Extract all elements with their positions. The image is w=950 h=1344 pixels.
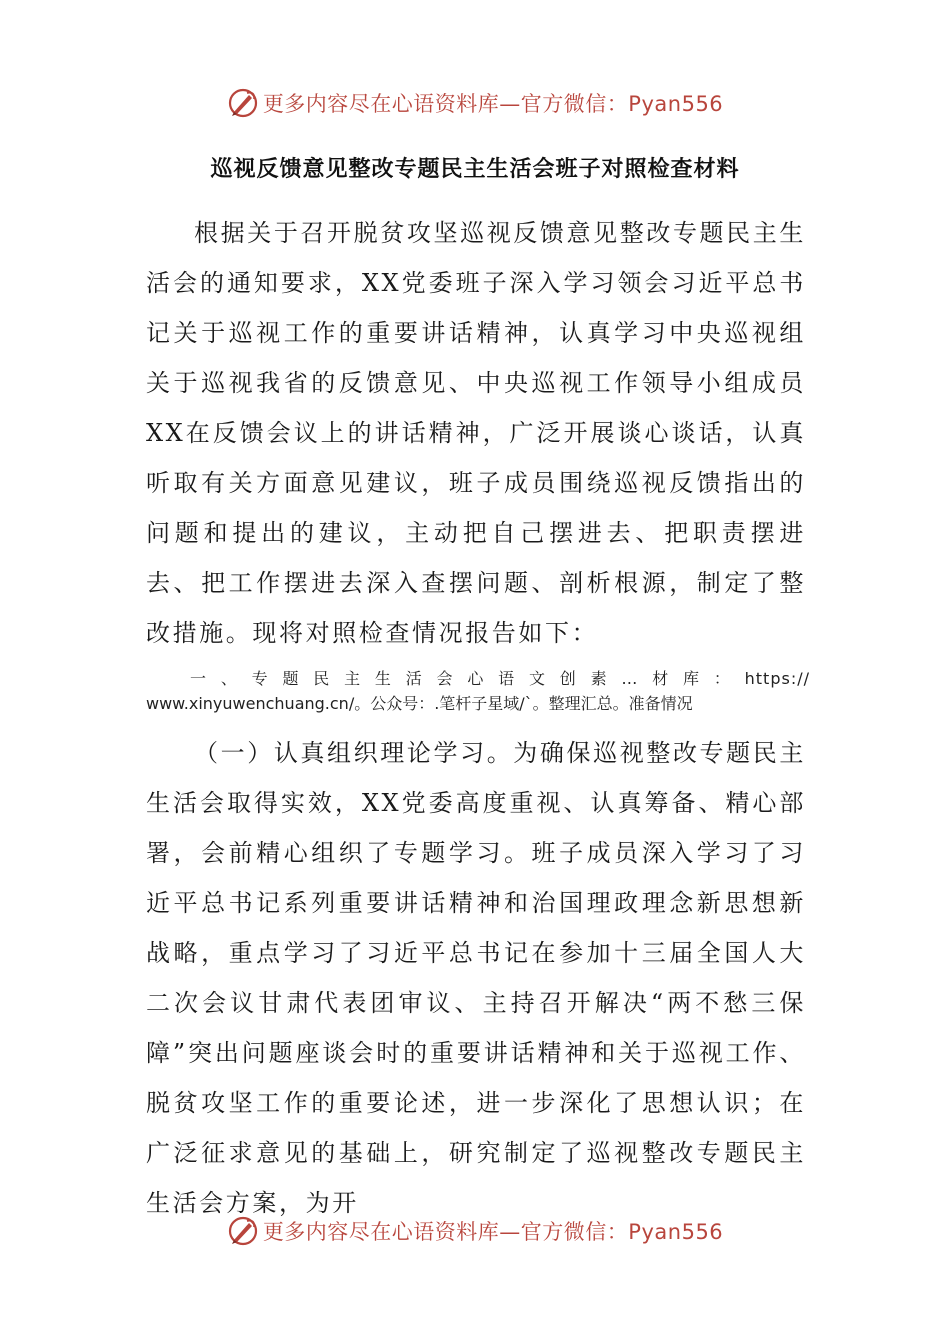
pen-logo-icon — [227, 87, 259, 119]
footer-banner — [0, 1208, 950, 1254]
theory-study-paragraph: （一）认真组织理论学习。为确保巡视整改专题民主生活会取得实效，XX党委高度重视、认真筹备、精心部署，会前精心组织了专题学习。班子成员深入学习了习近平总书记系列重要讲话精神和治国理政理念新思想新战略，重点学习了习近平总书记在参加十三届全国人大二次会议甘肃代表团审议、主持召开解决“两不愁三保障”突出问题座谈会时的重要讲话精神和关于巡视工作、脱贫攻坚工作的重要论述，进一步深化了思想认识；在广泛征求意见的基础上，研究制定了巡视整改专题民主生活会方案，为开 — [146, 739, 806, 1217]
intro-paragraph: 根据关于召开脱贫攻坚巡视反馈意见整改专题民主生活会的通知要求，XX党委班子深入学习领会习近平总书记关于巡视工作的重要讲话精神，认真学习中央巡视组关于巡视我省的反馈意见、中央巡视工作领导小组成员XX在反馈会议上的讲话精神，广泛开展谈心谈话，认真听取有关方面意见建议，班子成员围绕巡视反馈指出的问题和提出的建议，主动把自己摆进去、把职责摆进去、把工作摆进去深入查摆问题、剖析根源，制定了整改措施。现将对照检查情况报告如下： — [146, 219, 806, 647]
document-title: 巡视反馈意见整改专题民主生活会班子对照检查材料 — [210, 157, 740, 182]
section-heading-line-1: 一、专题民主生活会心语文创素…材库：https:// — [190, 669, 810, 688]
pen-logo-icon — [227, 1215, 259, 1247]
section-heading-line-2: www.xinyuwenchuang.cn/。公众号：.笔杆子星域/`。整理汇总。准备情况 — [146, 694, 693, 713]
banner-text: 更多内容尽在心语资料库—官方微信：Pyan556 — [262, 92, 724, 116]
header-banner — [0, 80, 950, 126]
banner-text: 更多内容尽在心语资料库—官方微信：Pyan556 — [262, 1220, 724, 1244]
